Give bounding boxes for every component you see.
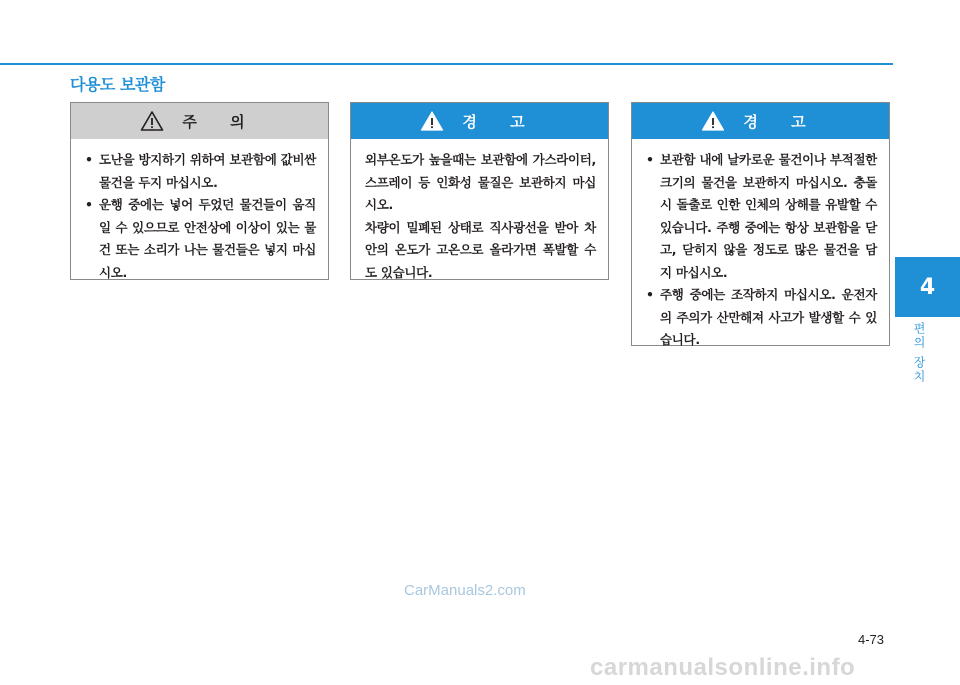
caution-header: [71, 103, 328, 139]
warning-triangle-icon: [420, 110, 444, 132]
warning-body: [632, 139, 889, 360]
warning-header-label: 경 고: [462, 112, 539, 131]
caution-box: [70, 102, 329, 280]
warning-paragraph: 외부온도가 높을때는 보관함에 가스라이터, 스프레이 등 인화성 물질은 보관하지 마십시오.: [365, 152, 596, 212]
site-watermark: carmanualsonline.info: [590, 654, 856, 681]
warning-triangle-icon: [140, 110, 164, 132]
warning-box-items: [631, 102, 890, 346]
caution-item: • 운행 중에는 넣어 두었던 물건들이 움직일 수 있으므로 안전상에 이상이 있는 물건 또는 소리가 나는 물건들은 넣지 마십시오.: [85, 194, 316, 284]
caution-list: [85, 149, 316, 284]
section-title: 다용도 보관함: [70, 75, 165, 94]
chapter-tab[interactable]: 4: [895, 257, 960, 317]
warning-box-fire: [350, 102, 609, 280]
warning-header: [351, 103, 608, 139]
warning-triangle-icon: [701, 110, 725, 132]
warning-item: • 주행 중에는 조작하지 마십시오. 운전자의 주의가 산만해져 사고가 발생할 수 있습니다.: [646, 284, 877, 352]
warning-list: [646, 149, 877, 352]
watermark: CarManuals2.com: [404, 582, 526, 599]
caution-body: [71, 139, 328, 292]
top-rule: [0, 63, 893, 65]
caution-item: • 도난을 방지하기 위하여 보관함에 값비싼 물건을 두지 마십시오.: [85, 149, 316, 194]
warning-paragraph: 차량이 밀폐된 상태로 직사광선을 받아 차 안의 온도가 고온으로 올라가면 폭발할 수 도 있습니다.: [365, 219, 596, 280]
warning-body: [351, 139, 608, 292]
chapter-label: 편의 장치: [912, 322, 926, 384]
page-number: 4-73: [858, 632, 885, 647]
warning-header: [632, 103, 889, 139]
warning-header-label: 경 고: [743, 112, 820, 131]
caution-header-label: 주 의: [182, 112, 259, 131]
warning-item: • 보관함 내에 날카로운 물건이나 부적절한 크기의 물건을 보관하지 마십시오. 충돌시 돌출로 인한 인체의 상해를 유발할 수 있습니다. 주행 중에는 항상 보관함을 닫고, 닫히지 않을 정도로 많은 물건을 담지 마십시오.: [646, 149, 877, 284]
